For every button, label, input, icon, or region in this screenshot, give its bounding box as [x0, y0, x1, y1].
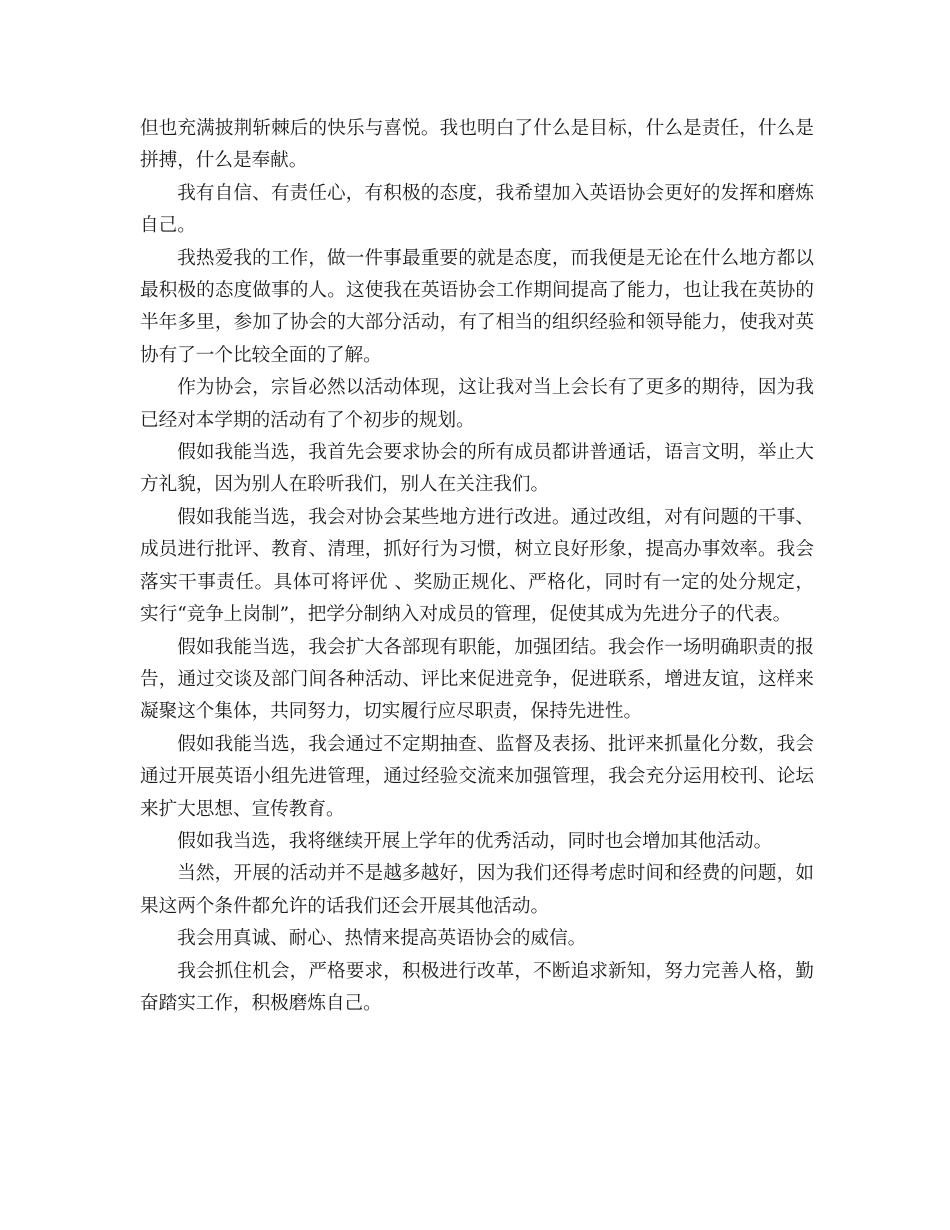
paragraph: 假如我能当选，我会对协会某些地方进行改进。通过改组，对有问题的干事、成员进行批评、教育、清理，抓好行为习惯，树立良好形象，提高办事效率。我会落实干事责任。具体可将评优 、奖励正规化、严格化，同时有一定的处分规定，实行“竞争上岗制”，把学分制纳入对成员的管理，促使其成为先进分子的代表。 — [140, 506, 814, 626]
paragraph: 我有自信、有责任心，有积极的态度，我希望加入英语协会更好的发挥和磨炼自己。 — [140, 182, 814, 237]
paragraph: 假如我当选，我将继续开展上学年的优秀活动，同时也会增加其他活动。 — [177, 830, 773, 852]
paragraph: 我会抓住机会，严格要求，积极进行改革，不断追求新知，努力完善人格，勤奋踏实工作，积极磨炼自己。 — [140, 960, 814, 1014]
paragraph: 我热爱我的工作，做一件事最重要的就是态度，而我便是无论在什么地方都以最积极的态度做事的人。这使我在英语协会工作期间提高了能力，也让我在英协的半年多里，参加了协会的大部分活动，有了相当的组织经验和领导能力，使我对英协有了一个比较全面的了解。 — [140, 247, 814, 366]
paragraph: 假如我能当选，我会扩大各部现有职能，加强团结。我会作一场明确职责的报告，通过交谈及部门间各种活动、评比来促进竞争，促进联系，增进友谊，这样来凝聚这个集体，共同努力，切实履行应尽职责，保持先进性。 — [140, 636, 814, 723]
paragraph: 我会用真诚、耐心、热情来提高英语协会的威信。 — [177, 928, 587, 950]
document-body — [140, 113, 814, 1020]
paragraph: 当然，开展的活动并不是越多越好，因为我们还得考虑时间和经费的问题，如果这两个条件都允许的话我们还会开展其他活动。 — [140, 863, 814, 917]
paragraph: 假如我能当选，我首先会要求协会的所有成员都讲普通话，语言文明，举止大方礼貌，因为别人在聆听我们，别人在关注我们。 — [140, 442, 814, 496]
paragraph: 假如我能当选，我会通过不定期抽查、监督及表扬、批评来抓量化分数，我会通过开展英语小组先进管理，通过经验交流来加强管理，我会充分运用校刊、论坛来扩大思想、宣传教育。 — [140, 733, 814, 820]
paragraph: 但也充满披荆斩棘后的快乐与喜悦。我也明白了什么是目标，什么是责任，什么是拼搏，什么是奉献。 — [140, 118, 814, 172]
paragraph: 作为协会，宗旨必然以活动体现，这让我对当上会长有了更多的期待，因为我已经对本学期的活动有了个初步的规划。 — [140, 377, 814, 431]
